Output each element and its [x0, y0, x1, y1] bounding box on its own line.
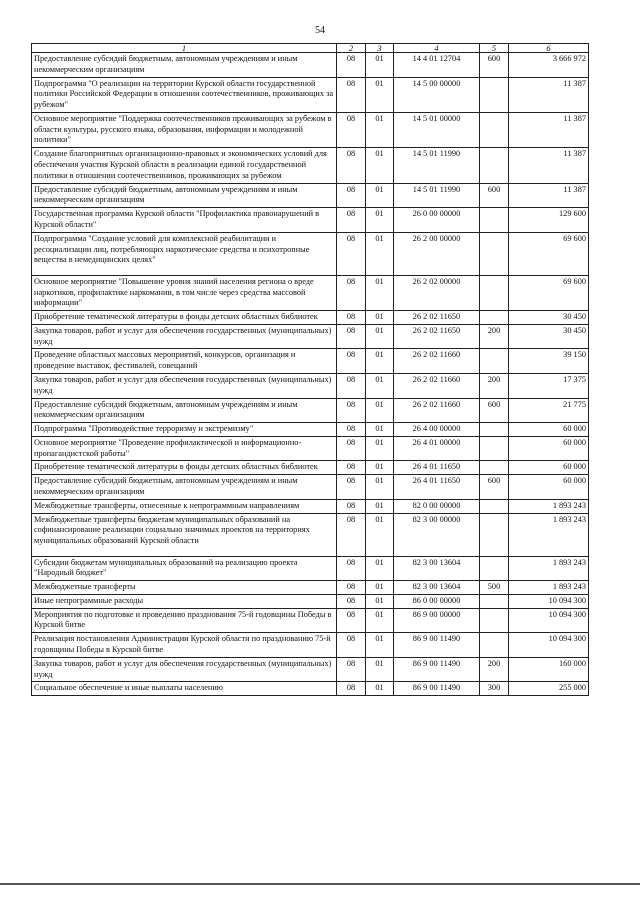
section-code: 08	[337, 608, 366, 633]
row-name: Реализация постановления Администрации Курской области по празднованию 75-й годовщины Победы в Курской битве	[32, 633, 337, 658]
subsection-code: 01	[366, 423, 394, 437]
row-name: Закупка товаров, работ и услуг для обеспечения государственных (муниципальных) нужд	[32, 657, 337, 682]
table-row	[32, 324, 589, 349]
subsection-code: 01	[366, 581, 394, 595]
expense-type-code	[480, 208, 509, 233]
amount: 30 450	[509, 324, 589, 349]
table-header-row	[32, 44, 589, 53]
page-bottom-border	[0, 883, 640, 885]
column-header: 5	[480, 44, 509, 53]
target-article-code: 86 9 00 00000	[394, 608, 480, 633]
row-name: Подпрограмма "Создание условий для комплексной реабилитации и ресоциализации лиц, потребляющих наркотические средства и психотропные вещества в немедицинских целях"	[32, 232, 337, 275]
row-name: Закупка товаров, работ и услуг для обеспечения государственных (муниципальных) нужд	[32, 373, 337, 398]
amount: 39 150	[509, 349, 589, 374]
table-row	[32, 112, 589, 147]
section-code: 08	[337, 633, 366, 658]
row-name: Иные непрограммные расходы	[32, 594, 337, 608]
table-row	[32, 475, 589, 500]
expense-type-code	[480, 436, 509, 461]
target-article-code: 82 0 00 00000	[394, 499, 480, 513]
expense-type-code	[480, 349, 509, 374]
table-row	[32, 349, 589, 374]
page-number: 54	[315, 25, 325, 36]
subsection-code: 01	[366, 77, 394, 112]
section-code: 08	[337, 682, 366, 696]
table-row	[32, 77, 589, 112]
table-row	[32, 682, 589, 696]
row-name: Подпрограмма "О реализации на территории Курской области государственной политики Российской Федерации в отношении соотечественников, проживающих за рубежом"	[32, 77, 337, 112]
row-name: Государственная программа Курской области "Профилактика правонарушений в Курской области"	[32, 208, 337, 233]
target-article-code: 86 9 00 11490	[394, 657, 480, 682]
target-article-code: 26 2 02 11650	[394, 311, 480, 325]
expense-type-code: 600	[480, 475, 509, 500]
target-article-code: 14 4 01 12704	[394, 53, 480, 78]
section-code: 08	[337, 77, 366, 112]
amount: 21 775	[509, 398, 589, 423]
section-code: 08	[337, 232, 366, 275]
amount: 11 387	[509, 148, 589, 183]
table-row	[32, 423, 589, 437]
subsection-code: 01	[366, 349, 394, 374]
section-code: 08	[337, 475, 366, 500]
section-code: 08	[337, 148, 366, 183]
section-code: 08	[337, 499, 366, 513]
subsection-code: 01	[366, 373, 394, 398]
table-row	[32, 275, 589, 310]
amount: 60 000	[509, 475, 589, 500]
target-article-code: 26 2 02 11660	[394, 373, 480, 398]
expense-type-code	[480, 112, 509, 147]
expense-type-code	[480, 423, 509, 437]
expense-type-code: 600	[480, 53, 509, 78]
table-row	[32, 183, 589, 208]
expense-type-code	[480, 499, 509, 513]
amount: 255 000	[509, 682, 589, 696]
subsection-code: 01	[366, 499, 394, 513]
subsection-code: 01	[366, 112, 394, 147]
target-article-code: 26 0 00 00000	[394, 208, 480, 233]
section-code: 08	[337, 581, 366, 595]
table-row	[32, 608, 589, 633]
section-code: 08	[337, 513, 366, 556]
row-name: Предоставление субсидий бюджетным, автономным учреждениям и иным некоммерческим организациям	[32, 398, 337, 423]
subsection-code: 01	[366, 461, 394, 475]
amount: 1 893 243	[509, 581, 589, 595]
subsection-code: 01	[366, 208, 394, 233]
subsection-code: 01	[366, 183, 394, 208]
amount: 1 893 243	[509, 499, 589, 513]
amount: 160 000	[509, 657, 589, 682]
target-article-code: 86 9 00 11490	[394, 682, 480, 696]
amount: 69 600	[509, 232, 589, 275]
row-name: Подпрограмма "Противодействие терроризму и экстремизму"	[32, 423, 337, 437]
row-name: Создание благоприятных организационно-правовых и экономических условий для обеспечения участия Курской области в реализации единой государственной политики в отношении соотечественников, проживающих за рубежом	[32, 148, 337, 183]
subsection-code: 01	[366, 594, 394, 608]
row-name: Межбюджетные трансферты	[32, 581, 337, 595]
expense-type-code	[480, 275, 509, 310]
table-row	[32, 581, 589, 595]
expense-type-code	[480, 311, 509, 325]
row-name: Приобретение тематической литературы в фонды детских областных библиотек	[32, 311, 337, 325]
subsection-code: 01	[366, 311, 394, 325]
expense-type-code: 500	[480, 581, 509, 595]
amount: 10 094 300	[509, 608, 589, 633]
table-row	[32, 208, 589, 233]
row-name: Основное мероприятие "Поддержка соотечественников проживающих за рубежом в области культуры, русского языка, образования, информации и молодежной политики"	[32, 112, 337, 147]
table-row	[32, 499, 589, 513]
amount: 17 375	[509, 373, 589, 398]
expense-type-code: 600	[480, 398, 509, 423]
amount: 3 666 972	[509, 53, 589, 78]
table-row	[32, 148, 589, 183]
column-header: 1	[32, 44, 337, 53]
expense-type-code	[480, 232, 509, 275]
table-row	[32, 436, 589, 461]
row-name: Межбюджетные трансферты бюджетам муниципальных образований на софинансирование реализации социально значимых проектов на территориях муниципальных образований Курской области	[32, 513, 337, 556]
column-header: 3	[366, 44, 394, 53]
target-article-code: 86 0 00 00000	[394, 594, 480, 608]
section-code: 08	[337, 594, 366, 608]
subsection-code: 01	[366, 608, 394, 633]
amount: 11 387	[509, 112, 589, 147]
table-row	[32, 556, 589, 581]
table-row	[32, 53, 589, 78]
amount: 129 600	[509, 208, 589, 233]
subsection-code: 01	[366, 148, 394, 183]
section-code: 08	[337, 275, 366, 310]
target-article-code: 26 2 02 11660	[394, 398, 480, 423]
row-name: Закупка товаров, работ и услуг для обеспечения государственных (муниципальных) нужд	[32, 324, 337, 349]
amount: 10 094 300	[509, 633, 589, 658]
expense-type-code	[480, 461, 509, 475]
row-name: Приобретение тематической литературы в фонды детских областных библиотек	[32, 461, 337, 475]
table-row	[32, 373, 589, 398]
section-code: 08	[337, 373, 366, 398]
row-name: Социальное обеспечение и иные выплаты населению	[32, 682, 337, 696]
target-article-code: 14 5 01 11990	[394, 148, 480, 183]
target-article-code: 26 2 00 00000	[394, 232, 480, 275]
subsection-code: 01	[366, 657, 394, 682]
target-article-code: 26 4 01 00000	[394, 436, 480, 461]
subsection-code: 01	[366, 633, 394, 658]
target-article-code: 82 3 00 13604	[394, 556, 480, 581]
section-code: 08	[337, 556, 366, 581]
amount: 11 387	[509, 183, 589, 208]
subsection-code: 01	[366, 475, 394, 500]
section-code: 08	[337, 349, 366, 374]
subsection-code: 01	[366, 53, 394, 78]
row-name: Предоставление субсидий бюджетным, автономным учреждениям и иным некоммерческим организациям	[32, 183, 337, 208]
expense-type-code: 200	[480, 324, 509, 349]
expense-type-code	[480, 594, 509, 608]
table-row	[32, 461, 589, 475]
section-code: 08	[337, 398, 366, 423]
row-name: Проведение областных массовых мероприятий, конкурсов, организация и проведение выставок, фестивалей, совещаний	[32, 349, 337, 374]
expense-type-code: 300	[480, 682, 509, 696]
expense-type-code	[480, 77, 509, 112]
expense-type-code	[480, 556, 509, 581]
target-article-code: 14 5 01 11990	[394, 183, 480, 208]
amount: 11 387	[509, 77, 589, 112]
target-article-code: 86 9 00 11490	[394, 633, 480, 658]
expense-type-code: 200	[480, 373, 509, 398]
target-article-code: 26 4 00 00000	[394, 423, 480, 437]
target-article-code: 26 4 01 11650	[394, 475, 480, 500]
expense-type-code	[480, 633, 509, 658]
section-code: 08	[337, 324, 366, 349]
section-code: 08	[337, 461, 366, 475]
amount: 60 000	[509, 436, 589, 461]
row-name: Предоставление субсидий бюджетным, автономным учреждениям и иным некоммерческим организациям	[32, 53, 337, 78]
row-name: Субсидии бюджетам муниципальных образований на реализацию проекта "Народный бюджет"	[32, 556, 337, 581]
target-article-code: 26 2 02 11650	[394, 324, 480, 349]
table-row	[32, 633, 589, 658]
row-name: Основное мероприятие "Повышение уровня знаний населения региона о вреде наркотиков, профилактике наркомании, в том числе через средства массовой информации"	[32, 275, 337, 310]
section-code: 08	[337, 311, 366, 325]
section-code: 08	[337, 208, 366, 233]
amount: 30 450	[509, 311, 589, 325]
section-code: 08	[337, 436, 366, 461]
subsection-code: 01	[366, 436, 394, 461]
amount: 1 893 243	[509, 513, 589, 556]
section-code: 08	[337, 53, 366, 78]
table-row	[32, 398, 589, 423]
amount: 1 893 243	[509, 556, 589, 581]
column-header: 2	[337, 44, 366, 53]
subsection-code: 01	[366, 513, 394, 556]
section-code: 08	[337, 183, 366, 208]
subsection-code: 01	[366, 324, 394, 349]
table-row	[32, 513, 589, 556]
expense-type-code	[480, 513, 509, 556]
row-name: Предоставление субсидий бюджетным, автономным учреждениям и иным некоммерческим организациям	[32, 475, 337, 500]
target-article-code: 82 3 00 00000	[394, 513, 480, 556]
expense-type-code: 600	[480, 183, 509, 208]
target-article-code: 26 4 01 11650	[394, 461, 480, 475]
amount: 10 094 300	[509, 594, 589, 608]
row-name: Межбюджетные трансферты, отнесенные к непрограммным направлениям	[32, 499, 337, 513]
section-code: 08	[337, 112, 366, 147]
column-header: 6	[509, 44, 589, 53]
table-row	[32, 232, 589, 275]
subsection-code: 01	[366, 275, 394, 310]
table-row	[32, 657, 589, 682]
section-code: 08	[337, 423, 366, 437]
target-article-code: 26 2 02 00000	[394, 275, 480, 310]
target-article-code: 14 5 00 00000	[394, 77, 480, 112]
target-article-code: 14 5 01 00000	[394, 112, 480, 147]
subsection-code: 01	[366, 398, 394, 423]
column-header: 4	[394, 44, 480, 53]
table-row	[32, 311, 589, 325]
amount: 60 000	[509, 423, 589, 437]
amount: 60 000	[509, 461, 589, 475]
expense-type-code	[480, 148, 509, 183]
amount: 69 600	[509, 275, 589, 310]
target-article-code: 82 3 00 13604	[394, 581, 480, 595]
table-row	[32, 594, 589, 608]
row-name: Мероприятия по подготовке и проведению празднования 75-й годовщины Победы в Курской битве	[32, 608, 337, 633]
section-code: 08	[337, 657, 366, 682]
subsection-code: 01	[366, 556, 394, 581]
expense-type-code	[480, 608, 509, 633]
target-article-code: 26 2 02 11660	[394, 349, 480, 374]
budget-table	[31, 43, 589, 696]
subsection-code: 01	[366, 682, 394, 696]
row-name: Основное мероприятие "Проведение профилактической и информационно-пропагандистской работы"	[32, 436, 337, 461]
subsection-code: 01	[366, 232, 394, 275]
expense-type-code: 200	[480, 657, 509, 682]
